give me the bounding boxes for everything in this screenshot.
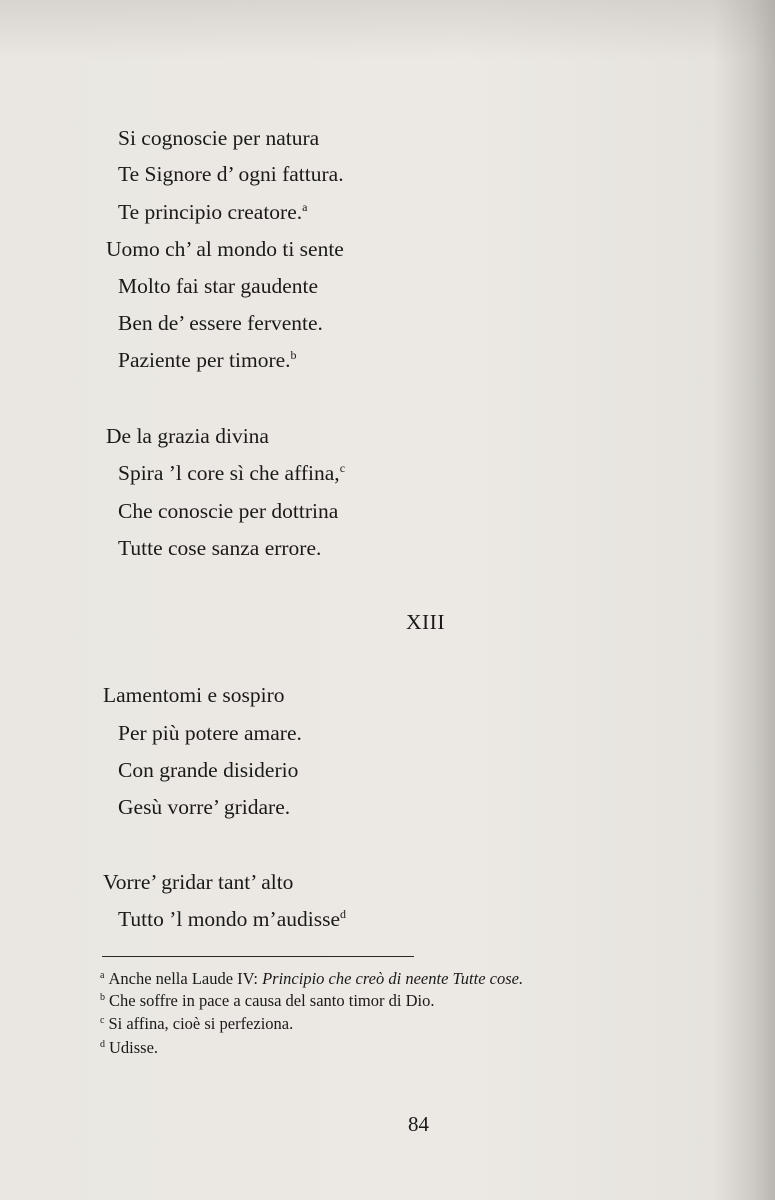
verse-line: Per più potere amare. bbox=[118, 721, 302, 745]
page-top-shadow bbox=[0, 0, 775, 60]
footnote-ref: b bbox=[290, 347, 297, 362]
footnote-ref: a bbox=[302, 199, 308, 214]
verse-line: Lamentomi e sospiro bbox=[103, 683, 285, 707]
verse-line: Con grande disiderio bbox=[118, 758, 299, 782]
page-number: 84 bbox=[408, 1112, 429, 1136]
footnote: $^c$ Si affina, cioè si perfeziona. bbox=[100, 1014, 294, 1033]
footnote-ref: d bbox=[339, 906, 346, 921]
verse-line: De la grazia divina bbox=[106, 424, 269, 448]
verse-line: Si cognoscie per natura bbox=[118, 126, 320, 150]
verse-line: Uomo ch’ al mondo ti sente bbox=[106, 237, 344, 261]
verse-line: Te principio creatore.$^a$ bbox=[118, 199, 308, 224]
section-heading: XIII bbox=[406, 610, 446, 634]
footnote-separator bbox=[102, 956, 414, 957]
verse-line: Che conoscie per dottrina bbox=[118, 499, 339, 523]
footnote-ref: c bbox=[339, 460, 346, 475]
footnote: $^a$ Anche nella Laude IV: Principio che creò di neente Tutte cose. bbox=[100, 969, 524, 988]
verse-line: Spira ’l core sì che affina,$^c$ bbox=[118, 460, 346, 485]
verse-line: Te Signore d’ ogni fattura. bbox=[118, 162, 344, 186]
verse-line: Vorre’ gridar tant’ alto bbox=[103, 870, 294, 894]
verse-line: Gesù vorre’ gridare. bbox=[118, 795, 291, 819]
verse-line: Paziente per timore.$^b$ bbox=[118, 347, 297, 372]
footnote: $^b$ Che soffre in pace a causa del santo timor di Dio. bbox=[100, 991, 435, 1010]
verse-line: Tutto ’l mondo m’audisse$^d$ bbox=[118, 906, 346, 931]
verse-line: Tutte cose sanza errore. bbox=[118, 536, 322, 560]
verse-line: Molto fai star gaudente bbox=[118, 274, 319, 298]
footnote: $^d$ Udisse. bbox=[100, 1038, 159, 1057]
verse-line: Ben de’ essere fervente. bbox=[118, 311, 323, 335]
